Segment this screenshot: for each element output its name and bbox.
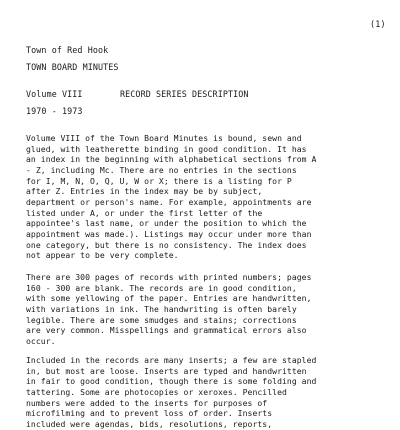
text-line: - Z, including Mc. There are no entries in the sections [26, 164, 297, 175]
text-line: glued, with leatherette binding in good condition. It has [26, 143, 307, 154]
text-line: occur. [26, 335, 56, 346]
text-line: appointment was made.). Listings may occur under more than [26, 228, 312, 239]
text-line: one category, but there is no consistency. The index does [26, 239, 307, 250]
date-range: 1970 - 1973 [26, 106, 83, 116]
text-line: after Z. Entries in the index may be by subject, [26, 186, 263, 197]
volume-line [26, 89, 249, 99]
text-line: in fair to good condition, though there is some folding and [26, 376, 317, 387]
text-line: microfilming and to prevent loss of order. Inserts [26, 408, 273, 419]
text-line: Volume VIII of the Town Board Minutes is bound, sewn and [26, 133, 302, 143]
text-line: Included in the records are many inserts; a few are stapled [26, 355, 317, 365]
text-line: with some yellowing of the paper. Entries are handwritten, [26, 293, 312, 304]
text-line: included were agendas, bids, resolutions, reports, [26, 418, 273, 429]
document-title: TOWN BOARD MINUTES [26, 62, 119, 72]
paragraph-pages [26, 272, 396, 347]
text-line: an index in the beginning with alphabetical sections from A [26, 154, 317, 165]
text-line: for I, M, N, O, Q, U, W or X; there is a listing for P [26, 175, 292, 186]
text-line: in, but most are loose. Inserts are typed and handwritten [26, 365, 307, 376]
text-line: There are 300 pages of records with printed numbers; pages [26, 272, 312, 282]
town-name: Town of Red Hook [26, 45, 109, 55]
text-line: 160 - 300 are blank. The records are in good condition, [26, 282, 297, 293]
text-line: department or person's name. For example, appointments are [26, 196, 312, 207]
paragraph-description [26, 133, 396, 261]
volume-label: Volume VIII [26, 89, 83, 99]
text-line: with variations in ink. The handwriting is often barely [26, 303, 297, 314]
paragraph-inserts [26, 355, 396, 430]
text-line: tattering. Some are photocopies or xeroxes. Pencilled [26, 386, 287, 397]
text-line: legible. There are some smudges and stains; corrections [26, 314, 297, 325]
series-title: RECORD SERIES DESCRIPTION [120, 89, 249, 99]
text-line: are very common. Misspellings and grammatical errors also [26, 325, 307, 336]
text-line: listed under A, or under the first letter of the [26, 207, 263, 218]
text-line: numbers were added to the inserts for purposes of [26, 397, 268, 408]
page-number: (1) [370, 19, 386, 29]
text-line: not appear to be very complete. [26, 250, 179, 261]
text-line: appointee's last name, or under the position to which the [26, 218, 307, 229]
